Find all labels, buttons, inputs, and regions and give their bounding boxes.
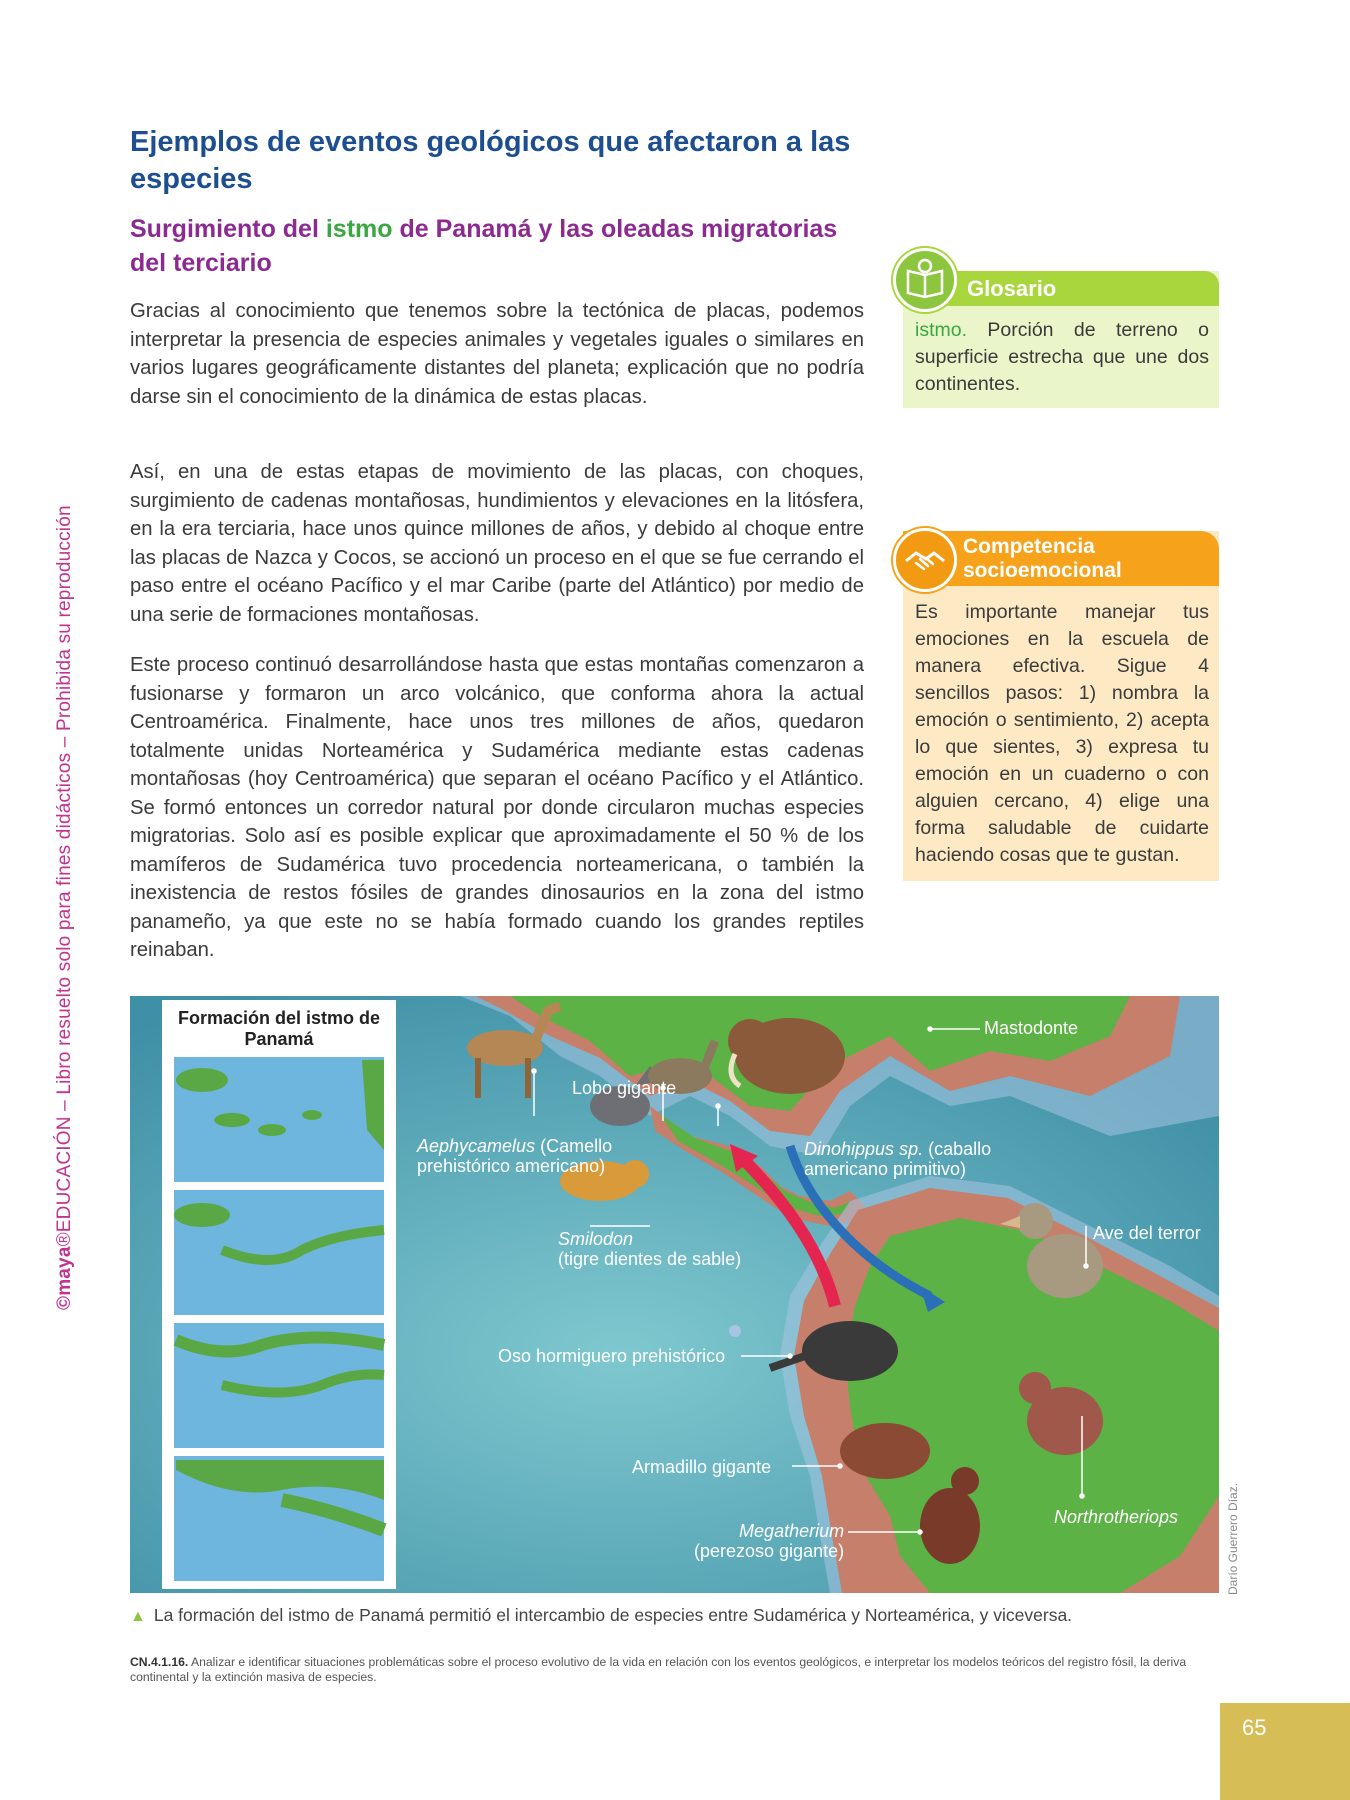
copyright-text: ®EDUCACIÓN – Libro resuelto solo para fines didácticos – Prohibida su reproducción	[54, 505, 75, 1247]
stage-1	[174, 1057, 384, 1182]
aephycamelus-name: Aephycamelus	[417, 1136, 536, 1156]
handshake-icon	[893, 528, 957, 592]
isthmus-formation-inset	[162, 1000, 396, 1589]
label-ave-del-terror: Ave del terror	[1093, 1223, 1201, 1243]
page-number: 65	[1242, 1715, 1267, 1740]
glossary-definition-text: Porción de terreno o superficie estrecha que une dos continentes.	[915, 319, 1209, 395]
stage-2	[174, 1190, 384, 1315]
label-northrotheriops: Northrotheriops	[1054, 1507, 1179, 1527]
glossary-definition	[915, 317, 1209, 398]
copyright-side-note	[54, 490, 82, 1310]
socioemotional-title: Competencia socioemocional	[963, 535, 1122, 582]
triangle-icon: ▲	[130, 1608, 146, 1625]
stage-4	[174, 1456, 384, 1581]
dinohippus-common-1: (caballo	[923, 1139, 992, 1159]
glossary-title: Glosario	[967, 276, 1057, 301]
subtitle-part-2: de Panamá y las oleadas migratorias del terciario	[130, 215, 838, 277]
book-icon	[893, 248, 957, 312]
socioemotional-text: Es importante manejar tus emociones en la escuela de manera efectiva. Sigue 4 sencillos pasos: 1) nombra la emoción o sentimiento, 2) acepta lo que sientes, 3) expresa tu emoción en un cuaderno o con alguien cercano, 4) elige una forma saludable de cuidarte haciendo cosas que te gustan.	[915, 601, 1209, 866]
label-dinohippus	[804, 1139, 991, 1179]
glossary-term: istmo.	[915, 319, 968, 341]
page-number-box	[1220, 1703, 1350, 1800]
armadillo-figure	[840, 1423, 930, 1479]
caption-text: La formación del istmo de Panamá permitió el intercambio de especies entre Sudamérica y Norteamérica, y viceversa.	[153, 1605, 1073, 1625]
label-armadillo-gigante: Armadillo gigante	[632, 1457, 772, 1477]
label-aephycamelus	[417, 1136, 612, 1176]
label-oso-hormiguero: Oso hormiguero prehistórico	[498, 1346, 726, 1366]
dinohippus-name: Dinohippus sp.	[804, 1139, 924, 1159]
label-lobo-gigante: Lobo gigante	[572, 1078, 677, 1098]
page-title: Ejemplos de eventos geológicos que afectaron a las especies	[130, 126, 851, 195]
reference-code: CN.4.1.16.	[130, 1655, 189, 1669]
aephycamelus-common-2: prehistórico americano)	[417, 1156, 606, 1176]
paragraph-3: Este proceso continuó desarrollándose hasta que estas montañas comenzaron a fusionarse y formaron un arco volcánico, que conforma ahora la actual Centroamérica. Finalmente, hace unos tres millones de años, quedaron totalmente unidas Norteamérica y Sudamérica mediante estas cadenas montañosas (hoy Centroamérica) que separan el océano Pacífico y el Atlántico. Se formó entonces un corredor natural por donde circularon muchas especies migratorias. Solo así es posible explicar que aproximadamente el 50 % de los mamíferos de Sudamérica tuvo procedencia norteamericana, o también la inexistencia de restos fósiles de grandes dinosaurios en la zona del istmo panameño, ya que este no se había formado cuando los grandes reptiles reinaban.	[130, 654, 864, 961]
paragraph-1: Gracias al conocimiento que tenemos sobre la tectónica de placas, podemos interpretar la presencia de especies animales y vegetales iguales o similares en varios lugares geográficamente distantes del planeta; explicación que no podría darse sin el conocimiento de la dinámica de estas placas.	[130, 300, 864, 408]
figure-caption	[130, 1605, 1220, 1626]
migration-map-figure	[130, 996, 1219, 1593]
illustrator-credit: Darío Guerrero Díaz.	[1226, 1482, 1240, 1595]
inset-title: Formación del istmo de Panamá	[177, 1008, 381, 1049]
smilodon-name: Smilodon	[558, 1229, 634, 1249]
inset-stages	[162, 1000, 396, 1589]
section-subtitle	[130, 212, 870, 280]
label-megatherium	[694, 1521, 844, 1561]
stage-3	[174, 1323, 384, 1448]
dinohippus-common-2: americano primitivo)	[804, 1159, 967, 1179]
megatherium-common: (perezoso gigante)	[694, 1541, 845, 1561]
megatherium-name: Megatherium	[739, 1521, 845, 1541]
aephycamelus-common-1: (Camello	[535, 1136, 613, 1156]
curriculum-reference	[130, 1655, 1220, 1685]
subtitle-part-1: Surgimiento del	[130, 215, 326, 243]
publisher-mark: ©maya	[54, 1246, 75, 1310]
subtitle-highlight: istmo	[325, 215, 393, 243]
paragraph-2: Así, en una de estas etapas de movimiento de las placas, con choques, surgimiento de cadenas montañosas, hundimientos y elevaciones en la litósfera, en la era terciaria, hace unos quince millones de años, y debido al choque entre las placas de Nazca y Cocos, se accionó un proceso en el que se fue cerrando el paso entre el océano Pacífico y el mar Caribe (parte del Atlántico) por medio de una serie de formaciones montañosas.	[130, 461, 864, 626]
smilodon-common: (tigre dientes de sable)	[558, 1249, 742, 1269]
reference-text: Analizar e identificar situaciones problemáticas sobre el proceso evolutivo de la vida en relación con los eventos geológicos, e interpretar los modelos teóricos del registro fósil, la deriva continental y la extinción masiva de especies.	[130, 1655, 1187, 1684]
label-mastodonte: Mastodonte	[984, 1018, 1079, 1038]
label-smilodon	[558, 1229, 741, 1269]
